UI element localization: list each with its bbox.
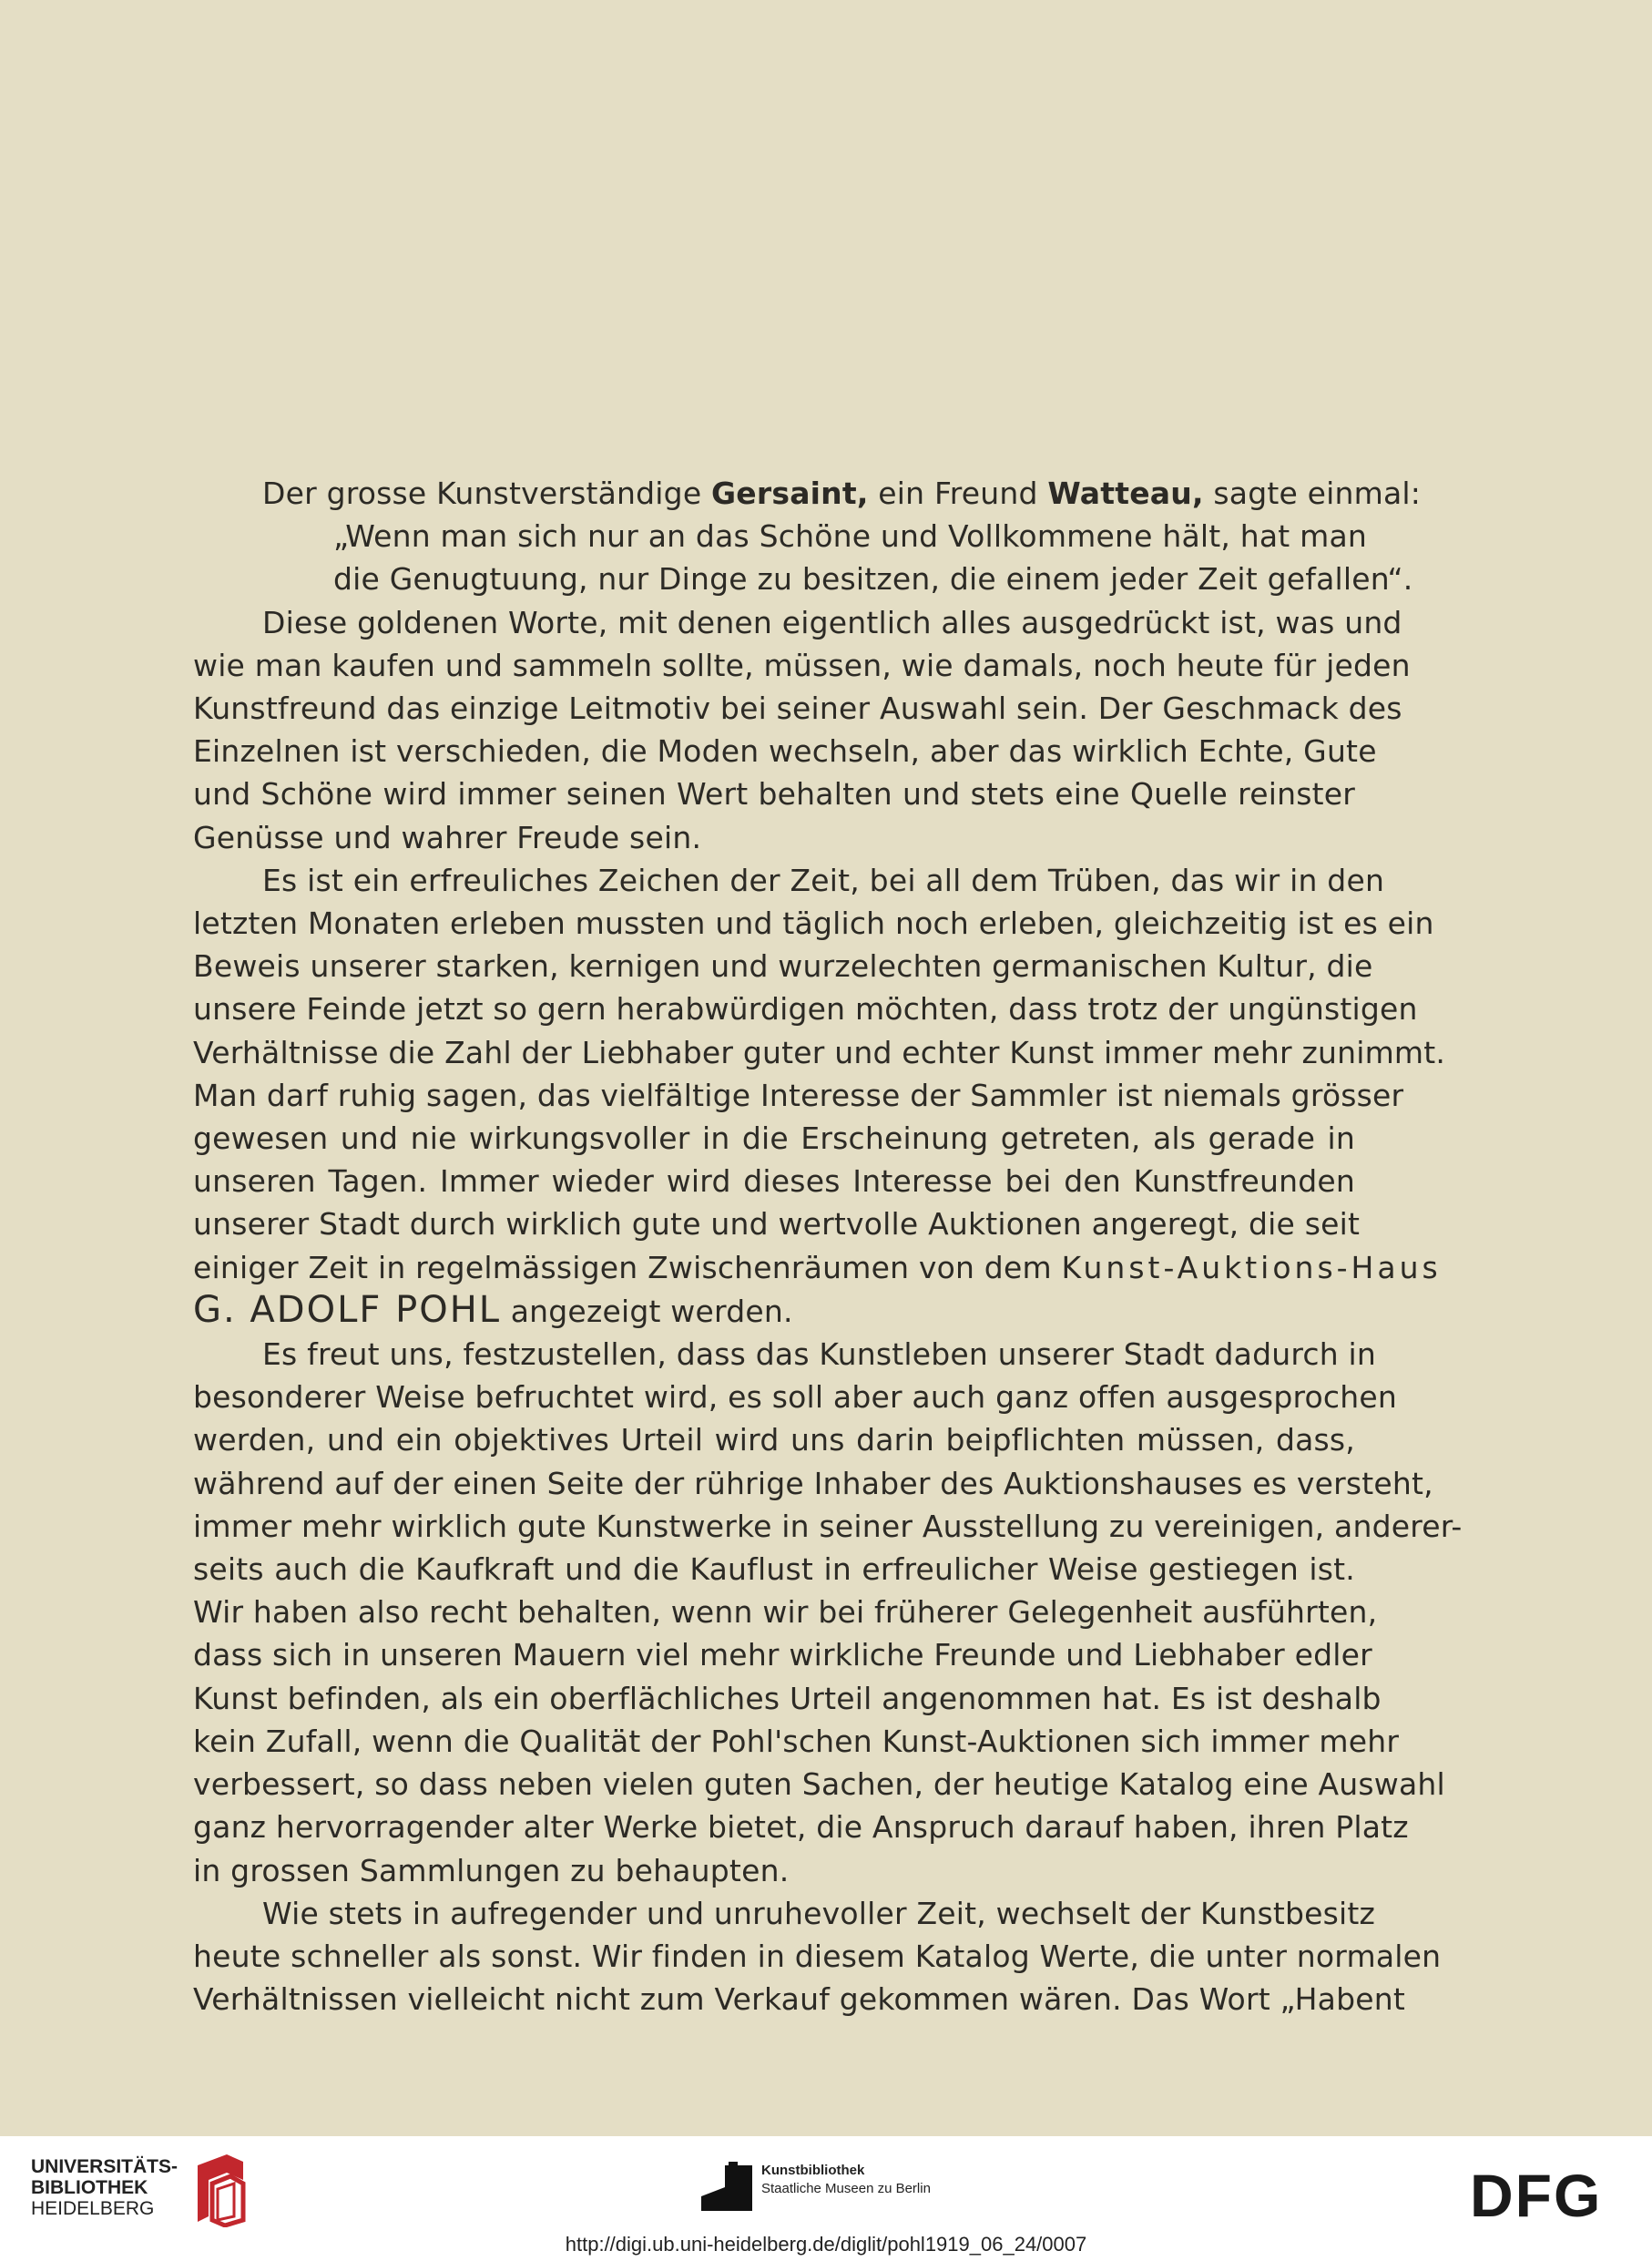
dfg-logo[interactable]: DFG	[1470, 2162, 1603, 2229]
text-line	[193, 1633, 1372, 1676]
text-run: besonderer Weise befruchtet wird, es soll aber auch ganz offen ausgesprochen	[193, 1379, 1397, 1416]
text-line	[193, 1677, 1382, 1720]
kunstbibliothek-icon	[701, 2162, 752, 2211]
text-line	[193, 772, 1355, 815]
text-line	[193, 644, 1411, 687]
text-line	[193, 1548, 1355, 1591]
text-run: Der grosse Kunstverständige	[262, 476, 712, 511]
text-run: einiger Zeit in regelmässigen Zwischenräumen von dem	[193, 1249, 1062, 1285]
text-line	[193, 902, 1434, 945]
bold-name: Watteau,	[1047, 476, 1204, 511]
text-line	[193, 1289, 1355, 1333]
text-line	[193, 687, 1402, 730]
text-run: die Genugtuung, nur Dinge zu besitzen, die einem jeder Zeit gefallen“.	[333, 561, 1413, 598]
text-run: Wie stets in aufregender und unruhevoller Zeit, wechselt der Kunstbesitz	[262, 1895, 1376, 1931]
kunstbibliothek-logo[interactable]	[701, 2162, 931, 2211]
text-line	[193, 1117, 1355, 1160]
text-run: letzten Monaten erleben mussten und täglich noch erleben, gleichzeitig ist es ein	[193, 905, 1434, 942]
text-line	[193, 1246, 1442, 1289]
kb-name: Kunstbibliothek	[761, 2163, 865, 2178]
text-run: angezeigt werden.	[501, 1293, 793, 1329]
text-line	[193, 1763, 1445, 1806]
text-run: unseren Tagen. Immer wieder wird dieses Interesse bei den Kunstfreunden	[193, 1163, 1355, 1200]
text-run: unserer Stadt durch wirklich gute und wertvolle Auktionen angeregt, die seit	[193, 1206, 1361, 1243]
text-run: kein Zufall, wenn die Qualität der Pohl'schen Kunst-Auktionen sich immer mehr	[193, 1723, 1400, 1759]
text-run: unsere Feinde jetzt so gern herabwürdigen möchten, dass trotz der ungünstigen	[193, 991, 1418, 1028]
text-line	[193, 1160, 1355, 1202]
bold-name: Gersaint,	[711, 476, 869, 511]
text-run: Einzelnen ist verschieden, die Moden wechseln, aber das wirklich Echte, Gute	[193, 733, 1377, 770]
text-run: Verhältnissen vielleicht nicht zum Verkauf gekommen wären. Das Wort „Habent	[193, 1981, 1406, 2018]
ub-name-line3: HEIDELBERG	[31, 2198, 155, 2219]
text-run: während auf der einen Seite der rührige Inhaber des Auktionshauses es versteht,	[193, 1465, 1433, 1501]
text-line	[193, 1978, 1406, 2021]
text-line	[193, 987, 1418, 1030]
ub-emblem-icon	[190, 2153, 250, 2227]
text-line	[193, 730, 1377, 772]
footer-bar	[0, 2136, 1652, 2261]
text-run: Es ist ein erfreuliches Zeichen der Zeit, bei all dem Trüben, das wir in den	[262, 862, 1385, 898]
text-run: ein Freund	[868, 476, 1048, 511]
text-run: Es freut uns, festzustellen, dass das Kunstleben unserer Stadt dadurch in	[262, 1336, 1376, 1373]
text-run: verbessert, so dass neben vielen guten Sachen, der heutige Katalog eine Auswahl	[193, 1766, 1445, 1803]
text-line	[193, 1333, 1376, 1376]
text-line	[193, 515, 1367, 558]
text-run: Diese goldenen Worte, mit denen eigentlich alles ausgedrückt ist, was und	[262, 604, 1402, 640]
text-run: Beweis unserer starken, kernigen und wurzelechten germanischen Kultur, die	[193, 948, 1373, 985]
text-line	[193, 1074, 1404, 1117]
spaced-text: Kunst-Auktions-Haus	[1061, 1249, 1442, 1285]
text-line	[193, 1031, 1446, 1074]
text-run: sagte einmal:	[1203, 476, 1422, 511]
text-line	[193, 1591, 1378, 1633]
text-run: in grossen Sammlungen zu behaupten.	[193, 1852, 790, 1888]
text-line	[193, 1418, 1355, 1461]
text-line	[193, 1892, 1376, 1935]
text-line	[193, 601, 1402, 644]
text-line	[193, 1505, 1463, 1548]
kb-subtitle: Staatliche Museen zu Berlin	[761, 2181, 931, 2196]
text-line	[193, 945, 1373, 987]
text-run: und Schöne wird immer seinen Wert behalten und stets eine Quelle reinster	[193, 776, 1355, 813]
text-run: Verhältnisse die Zahl der Liebhaber guter und echter Kunst immer mehr zunimmt.	[193, 1034, 1446, 1070]
text-line	[193, 1462, 1433, 1505]
text-run: wie man kaufen und sammeln sollte, müssen, wie damals, noch heute für jeden	[193, 647, 1411, 683]
text-line	[193, 558, 1413, 600]
ub-heidelberg-logo[interactable]	[31, 2156, 250, 2227]
text-run: Kunstfreund das einzige Leitmotiv bei seiner Auswahl sein. Der Geschmack des	[193, 691, 1402, 727]
ub-name-line1: UNIVERSITÄTS-	[31, 2156, 178, 2177]
text-line	[193, 1202, 1361, 1245]
text-line	[193, 1376, 1397, 1418]
text-line	[193, 472, 1422, 515]
text-run: Genüsse und wahrer Freude sein.	[193, 819, 702, 855]
text-run: „Wenn man sich nur an das Schöne und Vollkommene hält, hat man	[333, 518, 1367, 555]
text-run: Man darf ruhig sagen, das vielfältige Interesse der Sammler ist niemals grösser	[193, 1077, 1404, 1113]
text-run: heute schneller als sonst. Wir finden in diesem Katalog Werte, die unter normalen	[193, 1938, 1442, 1974]
text-run: Wir haben also recht behalten, wenn wir bei früherer Gelegenheit ausführten,	[193, 1594, 1378, 1631]
text-run: ganz hervorragender alter Werke bietet, die Anspruch darauf haben, ihren Platz	[193, 1809, 1409, 1846]
text-run: Kunst befinden, als ein oberflächliches Urteil angenommen hat. Es ist deshalb	[193, 1680, 1382, 1716]
source-url[interactable]: http://digi.ub.uni-heidelberg.de/diglit/pohl1919_06_24/0007	[565, 2233, 1087, 2256]
text-run: werden, und ein objektives Urteil wird uns darin beipflichten müssen, dass,	[193, 1422, 1355, 1458]
text-run: immer mehr wirklich gute Kunstwerke in seiner Ausstellung zu vereinigen, anderer-	[193, 1508, 1463, 1544]
text-run: dass sich in unseren Mauern viel mehr wirkliche Freunde und Liebhaber edler	[193, 1637, 1372, 1673]
text-line	[193, 816, 1355, 859]
text-line	[193, 1935, 1442, 1978]
body-text	[193, 472, 1463, 2021]
text-line	[193, 1806, 1409, 1848]
text-line	[193, 1849, 1355, 1892]
text-line	[193, 1720, 1400, 1763]
text-run: gewesen und nie wirkungsvoller in die Erscheinung getreten, als gerade in	[193, 1120, 1355, 1157]
text-line	[193, 859, 1385, 902]
text-run: seits auch die Kaufkraft und die Kauflust in erfreulicher Weise gestiegen ist.	[193, 1551, 1355, 1588]
ub-name-line2: BIBLIOTHEK	[31, 2177, 148, 2198]
firm-name: G. ADOLF POHL	[193, 1288, 502, 1331]
